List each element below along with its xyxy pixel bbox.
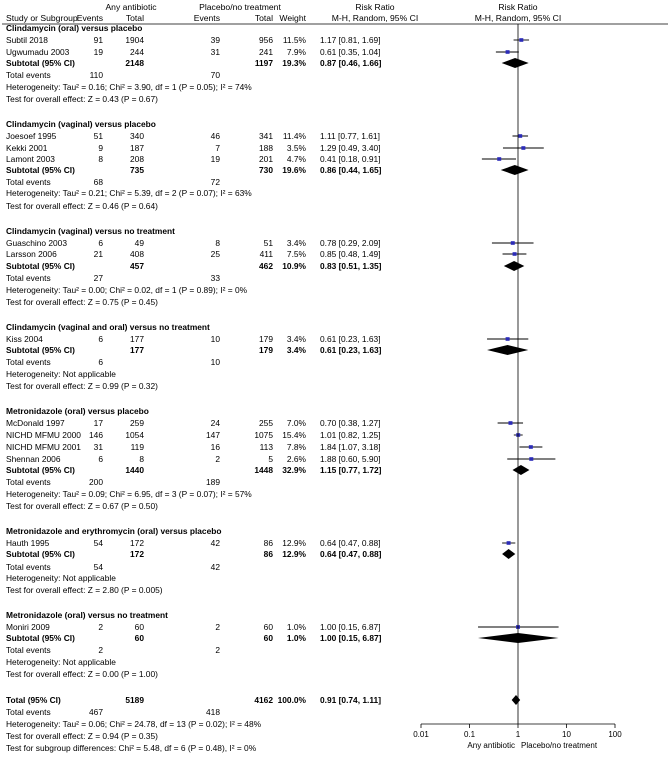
subgroup-title: Metronidazole and erythromycin (oral) versus placebo (6, 526, 222, 536)
total-antibiotic: 172 (130, 538, 144, 548)
study-risk-ratio: 1.29 [0.49, 3.40] (320, 143, 381, 153)
events2-header: Events (193, 13, 220, 23)
subtotal-total-antibiotic: 177 (130, 345, 144, 355)
study-risk-ratio: 0.61 [0.35, 1.04] (320, 47, 381, 57)
events-control: 16 (210, 442, 220, 452)
total-diamond (512, 695, 521, 705)
total-control: 113 (259, 442, 273, 452)
subtotal-label: Subtotal (95% CI) (6, 58, 75, 68)
subtotal-label: Subtotal (95% CI) (6, 633, 75, 643)
total-events-control: 72 (210, 177, 220, 187)
total-events-label: Total events (6, 562, 51, 572)
overall-effect-text: Test for overall effect: Z = 0.67 (P = 0.50) (6, 501, 158, 511)
total-antibiotic-n: 5189 (125, 695, 144, 705)
events-antibiotic: 19 (93, 47, 103, 57)
point-estimate-square (506, 50, 510, 54)
total-events-control: 2 (215, 645, 220, 655)
total-control: 341 (259, 131, 273, 141)
events-antibiotic: 51 (93, 131, 103, 141)
subtotal-label: Subtotal (95% CI) (6, 465, 75, 475)
subtotal-risk-ratio: 0.64 [0.47, 0.88] (320, 549, 382, 559)
subgroup-title: Clindamycin (vaginal and oral) versus no treatment (6, 322, 210, 332)
total-control: 241 (259, 47, 273, 57)
total-events-control: 418 (206, 707, 220, 717)
group2-header: Placebo/no treatment (199, 2, 281, 12)
total-events-antibiotic: 54 (93, 562, 103, 572)
subtotal-risk-ratio: 0.83 [0.51, 1.35] (320, 261, 382, 271)
total-antibiotic: 49 (134, 238, 144, 248)
events-control: 8 (215, 238, 220, 248)
table-header (6, 2, 561, 23)
study-weight: 2.6% (286, 454, 306, 464)
total-events-label: Total events (6, 273, 51, 283)
heterogeneity-text: Heterogeneity: Tau² = 0.00; Chi² = 0.02, df = 1 (P = 0.89); I² = 0% (6, 285, 248, 295)
study-name: Kekki 2001 (6, 143, 48, 153)
study-weight: 11.4% (282, 131, 306, 141)
events-control: 31 (210, 47, 220, 57)
subtotal-total-control: 730 (259, 165, 273, 175)
events-control: 10 (210, 334, 220, 344)
total-events-antibiotic: 2 (98, 645, 103, 655)
overall-effect-text: Test for overall effect: Z = 0.46 (P = 0.64) (6, 201, 158, 211)
total-control: 86 (263, 538, 273, 548)
total-antibiotic: 187 (130, 143, 144, 153)
total-events-control: 70 (210, 70, 220, 80)
subgroup-title: Clindamycin (oral) versus placebo (6, 23, 143, 33)
plot-area (413, 24, 622, 750)
subtotal-diamond (504, 261, 525, 271)
events-control: 46 (210, 131, 220, 141)
study-weight: 7.0% (286, 418, 306, 428)
total-events-label: Total events (6, 645, 51, 655)
total-events-label: Total events (6, 70, 51, 80)
subtotal-total-control: 1448 (254, 465, 273, 475)
events-antibiotic: 54 (93, 538, 103, 548)
total-control: 179 (259, 334, 273, 344)
events-antibiotic: 17 (93, 418, 103, 428)
study-risk-ratio: 1.84 [1.07, 3.18] (320, 442, 381, 452)
subgroup-differences-text: Test for subgroup differences: Chi² = 5.48, df = 6 (P = 0.48), I² = 0% (6, 743, 257, 753)
events-antibiotic: 146 (89, 430, 103, 440)
total-control: 255 (259, 418, 273, 428)
study-weight: 3.4% (286, 238, 306, 248)
heterogeneity-text: Heterogeneity: Not applicable (6, 657, 116, 667)
heterogeneity-text: Heterogeneity: Not applicable (6, 369, 116, 379)
subtotal-total-control: 462 (259, 261, 273, 271)
events-antibiotic: 91 (93, 35, 103, 45)
subtotal-diamond (502, 549, 515, 559)
subgroup-title: Metronidazole (oral) versus placebo (6, 406, 149, 416)
weight-header: Weight (279, 13, 306, 23)
subtotal-risk-ratio: 1.00 [0.15, 6.87] (320, 633, 382, 643)
subgroup-title: Metronidazole (oral) versus no treatment (6, 610, 168, 620)
overall-effect-text: Test for overall effect: Z = 2.80 (P = 0.005) (6, 585, 163, 595)
subtotal-label: Subtotal (95% CI) (6, 549, 75, 559)
events-control: 2 (215, 454, 220, 464)
subtotal-diamond (512, 465, 529, 475)
events-antibiotic: 8 (98, 154, 103, 164)
events-antibiotic: 21 (93, 249, 103, 259)
plot-header-method: M-H, Random, 95% CI (474, 13, 562, 23)
study-risk-ratio: 0.64 [0.47, 0.88] (320, 538, 381, 548)
events-control: 2 (215, 622, 220, 632)
subgroup-title: Clindamycin (vaginal) versus placebo (6, 119, 156, 129)
total-events-antibiotic: 27 (93, 273, 103, 283)
study-weight: 7.9% (286, 47, 306, 57)
subtotal-total-control: 179 (259, 345, 273, 355)
x-axis-tick-label: 1 (515, 730, 521, 739)
study-risk-ratio: 0.61 [0.23, 1.63] (320, 334, 381, 344)
events-antibiotic: 9 (98, 143, 103, 153)
total-events-control: 189 (206, 477, 220, 487)
subtotal-total-control: 60 (263, 633, 273, 643)
study-risk-ratio: 1.17 [0.81, 1.69] (320, 35, 381, 45)
study-name: Guaschino 2003 (6, 238, 67, 248)
subtotal-diamond (487, 345, 528, 355)
group1-header: Any antibiotic (105, 2, 157, 12)
study-risk-ratio: 1.11 [0.77, 1.61] (320, 131, 380, 141)
total-events-control: 42 (210, 562, 220, 572)
study-name: Subtil 2018 (6, 35, 48, 45)
total-events-antibiotic: 467 (89, 707, 103, 717)
point-estimate-square (511, 241, 515, 245)
subtotal-total-antibiotic: 1440 (125, 465, 144, 475)
total-weight: 100.0% (277, 695, 306, 705)
total-events-label: Total events (6, 177, 51, 187)
total-events-antibiotic: 6 (98, 357, 103, 367)
subtotal-total-control: 1197 (254, 58, 273, 68)
study-risk-ratio: 0.78 [0.29, 2.09] (320, 238, 381, 248)
study-weight: 4.7% (286, 154, 306, 164)
study-name: Moniri 2009 (6, 622, 50, 632)
favours-control-label: Placebo/no treatment (521, 741, 598, 750)
total-antibiotic: 177 (130, 334, 144, 344)
study-name: Lamont 2003 (6, 154, 55, 164)
subtotal-total-antibiotic: 735 (130, 165, 144, 175)
total-control: 411 (259, 249, 273, 259)
subtotal-risk-ratio: 0.87 [0.46, 1.66] (320, 58, 382, 68)
study-name: McDonald 1997 (6, 418, 65, 428)
heterogeneity-text: Heterogeneity: Tau² = 0.06; Chi² = 24.78, df = 13 (P = 0.02); I² = 48% (6, 719, 262, 729)
events-antibiotic: 31 (93, 442, 103, 452)
subtotal-weight: 19.6% (282, 165, 306, 175)
subtotal-weight: 32.9% (282, 465, 306, 475)
heterogeneity-text: Heterogeneity: Not applicable (6, 573, 116, 583)
overall-effect-text: Test for overall effect: Z = 0.99 (P = 0.32) (6, 381, 158, 391)
study-weight: 7.8% (286, 442, 306, 452)
subtotal-weight: 1.0% (286, 633, 306, 643)
total2-header: Total (254, 13, 273, 23)
subtotal-weight: 3.4% (286, 345, 306, 355)
study-name: NICHD MFMU 2000 (6, 430, 81, 440)
overall-effect-text: Test for overall effect: Z = 0.00 (P = 1.00) (6, 669, 158, 679)
heterogeneity-text: Heterogeneity: Tau² = 0.16; Chi² = 3.90, df = 1 (P = 0.05); I² = 74% (6, 82, 252, 92)
total-control: 51 (263, 238, 273, 248)
point-estimate-square (508, 421, 512, 425)
total-control: 1075 (254, 430, 273, 440)
study-column-header: Study or Subgroup (6, 13, 78, 23)
subgroup-title: Clindamycin (vaginal) versus no treatment (6, 226, 175, 236)
total-antibiotic: 8 (139, 454, 144, 464)
total-events-label: Total events (6, 477, 51, 487)
favours-antibiotic-label: Any antibiotic (467, 741, 515, 750)
events-control: 19 (210, 154, 220, 164)
events-control: 25 (210, 249, 220, 259)
total-events-control: 33 (210, 273, 220, 283)
total-control: 60 (263, 622, 273, 632)
total-events-label: Total events (6, 357, 51, 367)
study-name: Kiss 2004 (6, 334, 43, 344)
study-weight: 3.4% (286, 334, 306, 344)
x-axis-tick-label: 10 (562, 730, 571, 739)
x-axis-tick-label: 100 (608, 730, 622, 739)
total-events-antibiotic: 68 (93, 177, 103, 187)
total-antibiotic: 244 (130, 47, 144, 57)
subtotal-total-control: 86 (263, 549, 273, 559)
total-control: 188 (259, 143, 273, 153)
total-risk-ratio: 0.91 [0.74, 1.11] (320, 695, 381, 705)
subtotal-weight: 19.3% (282, 58, 306, 68)
point-estimate-square (513, 252, 517, 256)
subtotal-weight: 10.9% (282, 261, 306, 271)
study-risk-ratio: 0.85 [0.48, 1.49] (320, 249, 381, 259)
subtotal-total-antibiotic: 172 (130, 549, 144, 559)
subtotal-label: Subtotal (95% CI) (6, 261, 75, 271)
plot-header-title: Risk Ratio (498, 2, 538, 12)
subtotal-diamond (501, 165, 529, 175)
events-control: 7 (215, 143, 220, 153)
total-label: Total (95% CI) (6, 695, 61, 705)
x-axis-tick-label: 0.1 (463, 730, 476, 739)
study-name: Shennan 2006 (6, 454, 61, 464)
study-weight: 7.5% (286, 249, 306, 259)
total-antibiotic: 408 (130, 249, 144, 259)
study-weight: 1.0% (286, 622, 306, 632)
study-name: NICHD MFMU 2001 (6, 442, 81, 452)
total-antibiotic: 340 (130, 131, 144, 141)
point-estimate-square (521, 146, 525, 150)
overall-effect-text: Test for overall effect: Z = 0.94 (P = 0.35) (6, 731, 158, 741)
subtotal-label: Subtotal (95% CI) (6, 165, 75, 175)
point-estimate-square (507, 541, 511, 545)
overall-effect-text: Test for overall effect: Z = 0.43 (P = 0.67) (6, 94, 158, 104)
point-estimate-square (529, 445, 533, 449)
events1-header: Events (76, 13, 103, 23)
rr-header-method: M-H, Random, 95% CI (331, 13, 419, 23)
overall-effect-text: Test for overall effect: Z = 0.75 (P = 0.45) (6, 297, 158, 307)
study-name: Larsson 2006 (6, 249, 57, 259)
subtotal-risk-ratio: 1.15 [0.77, 1.72] (320, 465, 382, 475)
subtotal-diamond (502, 58, 529, 68)
table-body (2, 23, 668, 753)
total-control: 5 (268, 454, 273, 464)
point-estimate-square (518, 134, 522, 138)
study-name: Ugwumadu 2003 (6, 47, 70, 57)
subtotal-risk-ratio: 0.86 [0.44, 1.65] (320, 165, 382, 175)
events-control: 39 (210, 35, 220, 45)
events-antibiotic: 6 (98, 238, 103, 248)
events-antibiotic: 2 (98, 622, 103, 632)
point-estimate-square (529, 457, 533, 461)
study-risk-ratio: 0.70 [0.38, 1.27] (320, 418, 381, 428)
events-control: 147 (206, 430, 220, 440)
study-name: Hauth 1995 (6, 538, 50, 548)
events-control: 24 (210, 418, 220, 428)
events-antibiotic: 6 (98, 334, 103, 344)
subtotal-total-antibiotic: 2148 (125, 58, 144, 68)
subtotal-total-antibiotic: 457 (130, 261, 144, 271)
total-antibiotic: 1904 (125, 35, 144, 45)
subtotal-label: Subtotal (95% CI) (6, 345, 75, 355)
events-antibiotic: 6 (98, 454, 103, 464)
heterogeneity-text: Heterogeneity: Tau² = 0.09; Chi² = 6.95, df = 3 (P = 0.07); I² = 57% (6, 489, 252, 499)
total1-header: Total (125, 13, 144, 23)
total-events-control: 10 (210, 357, 220, 367)
total-control: 956 (259, 35, 273, 45)
study-weight: 12.9% (282, 538, 306, 548)
total-antibiotic: 119 (130, 442, 144, 452)
total-events-antibiotic: 200 (89, 477, 103, 487)
subtotal-total-antibiotic: 60 (134, 633, 144, 643)
total-antibiotic: 60 (134, 622, 144, 632)
study-risk-ratio: 1.01 [0.82, 1.25] (320, 430, 381, 440)
study-name: Joesoef 1995 (6, 131, 57, 141)
study-risk-ratio: 1.88 [0.60, 5.90] (320, 454, 381, 464)
events-control: 42 (210, 538, 220, 548)
total-antibiotic: 208 (130, 154, 144, 164)
total-antibiotic: 1054 (125, 430, 144, 440)
study-weight: 15.4% (282, 430, 306, 440)
total-antibiotic: 259 (130, 418, 144, 428)
heterogeneity-text: Heterogeneity: Tau² = 0.21; Chi² = 5.39, df = 2 (P = 0.07); I² = 63% (6, 188, 252, 198)
x-axis-tick-label: 0.01 (413, 730, 429, 739)
subtotal-weight: 12.9% (282, 549, 306, 559)
rr-header-title: Risk Ratio (355, 2, 395, 12)
point-estimate-square (519, 38, 523, 42)
total-control-n: 4162 (254, 695, 273, 705)
total-events-label: Total events (6, 707, 51, 717)
subtotal-risk-ratio: 0.61 [0.23, 1.63] (320, 345, 382, 355)
total-events-antibiotic: 110 (89, 70, 103, 80)
study-risk-ratio: 0.41 [0.18, 0.91] (320, 154, 381, 164)
point-estimate-square (506, 337, 510, 341)
point-estimate-square (497, 157, 501, 161)
total-control: 201 (259, 154, 273, 164)
study-risk-ratio: 1.00 [0.15, 6.87] (320, 622, 381, 632)
study-weight: 3.5% (286, 143, 306, 153)
study-weight: 11.5% (282, 35, 306, 45)
